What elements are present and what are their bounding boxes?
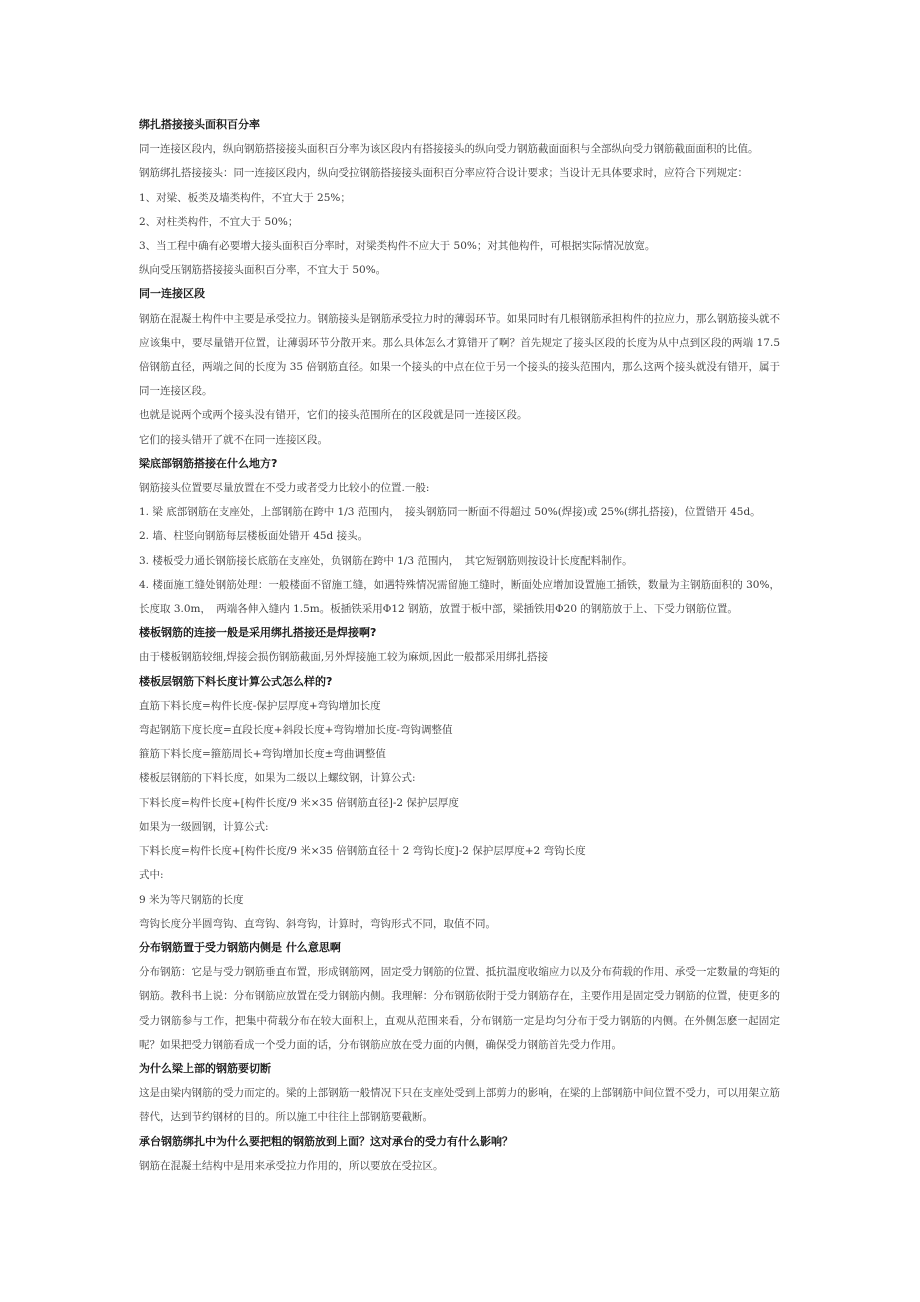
paragraph: 下料长度=构件长度+[构件长度/9 米×35 倍钢筋直径]-2 保护层厚度	[139, 796, 459, 809]
paragraph: 箍筋下料长度=箍筋周长+弯钩增加长度±弯曲调整值	[139, 748, 386, 761]
paragraph: 如果为一级圆钢，计算公式:	[139, 820, 269, 833]
section-heading: 楼板层钢筋下料长度计算公式怎么样的?	[139, 674, 333, 688]
paragraph: 钢筋在混凝土结构中是用来承受拉力作用的，所以要放在受拉区。	[139, 1159, 444, 1172]
paragraph: 钢筋在混凝土构件中主要是承受拉力。钢筋接头是钢筋承受拉力时的薄弱环节。如果同时有几根钢筋承担构件的拉应力，那么钢筋接头就不应该集中，要尽量错开位置，让薄弱环节分散开来。那么具体怎么才算错开了啊？首先规定了接头区段的长度为从中点到区段的两端 17.5 倍钢筋直径，两端之间的长度为 35 倍钢筋直径。如果一个接头的中点在位于另一个接头的接头范围内，那么这两个接头就没有错开，属于同一连接区段。	[139, 312, 780, 398]
paragraph: 1、对梁、板类及墙类构件，不宜大于 25%；	[139, 191, 351, 204]
paragraph: 它们的接头错开了就不在同一连接区段。	[139, 433, 328, 446]
paragraph: 弯起钢筋下度长度=直段长度+斜段长度+弯钩增加长度-弯钩调整值	[139, 724, 453, 737]
paragraph: 这是由梁内钢筋的受力而定的。梁的上部钢筋一般情况下只在支座处受到上部剪力的影响，在梁的上部钢筋中间位置不受力，可以用架立筋替代，达到节约钢材的目的。所以施工中往往上部钢筋要截断。	[139, 1087, 780, 1124]
paragraph: 2. 墙、柱竖向钢筋每层楼板面处错开 45d 接头。	[139, 530, 369, 543]
section-heading: 同一连接区段	[139, 287, 205, 301]
paragraph: 钢筋接头位置要尽量放置在不受力或者受力比较小的位置.一般:	[139, 482, 430, 495]
paragraph: 9 米为等尺钢筋的长度	[139, 893, 244, 906]
paragraph: 分布钢筋：它是与受力钢筋垂直布置，形成钢筋网，固定受力钢筋的位置、抵抗温度收缩应力以及分布荷载的作用、承受一定数量的弯矩的钢筋。教科书上说：分布钢筋应放置在受力钢筋内侧。我理解：分布钢筋依附于受力钢筋存在，主要作用是固定受力钢筋的位置，使更多的受力钢筋参与工作，把集中荷载分布在较大面积上，直观从范围来看，分布钢筋一定是均匀分布于受力钢筋的内侧。在外侧怎麽一起固定呢？如果把受力钢筋看成一个受力面的话，分布钢筋应放在受力面的内侧，确保受力钢筋首先受力作用。	[139, 966, 780, 1051]
section-heading: 绑扎搭接接头面积百分率	[139, 118, 260, 131]
paragraph: 同一连接区段内，纵向钢筋搭接接头面积百分率为该区段内有搭接接头的纵向受力钢筋截面面积与全部纵向受力钢筋截面面积的比值。	[139, 143, 759, 156]
paragraph: 钢筋绑扎搭接接头：同一连接区段内，纵向受拉钢筋搭接接头面积百分率应符合设计要求；当设计无具体要求时，应符合下列规定：	[139, 167, 748, 180]
paragraph: 式中:	[139, 869, 164, 882]
paragraph: 3. 楼板受力通长钢筋接长底筋在支座处，负钢筋在跨中 1/3 范围内， 其它短钢筋则按设计长度配料制作。	[139, 554, 633, 567]
section-heading: 楼板钢筋的连接一般是采用绑扎搭接还是焊接啊?	[139, 626, 377, 640]
paragraph: 1. 梁 底部钢筋在支座处，上部钢筋在跨中 1/3 范围内， 接头钢筋同一断面不得超过 50%(焊接)或 25%(绑扎搭接)，位置错开 45d。	[139, 506, 761, 519]
section-heading: 为什么梁上部的钢筋要切断	[139, 1061, 271, 1075]
paragraph: 楼板层钢筋的下料长度，如果为二级以上螺纹钢，计算公式:	[139, 772, 416, 785]
paragraph: 下料长度=构件长度+[构件长度/9 米×35 倍钢筋直径十 2 弯钩长度]-2 保护层厚度+2 弯钩长度	[139, 845, 586, 858]
paragraph: 也就是说两个或两个接头没有错开，它们的接头范围所在的区段就是同一连接区段。	[139, 409, 528, 422]
paragraph: 2、对柱类构件，不宜大于 50%；	[139, 215, 299, 228]
paragraph: 4. 楼面施工缝处钢筋处理：一般楼面不留施工缝，如遇特殊情况需留施工缝时，断面处应增加设置施工插铁，数量为主钢筋面积的 30%，长度取 3.0m， 两端各伸入缝内 1.5m。板插铁采用Φ12 钢筋，放置于板中部，梁插铁用Φ20 的钢筋放于上、下受力钢筋位置。	[139, 578, 780, 616]
section-heading: 承台钢筋绑扎中为什么要把粗的钢筋放到上面？这对承台的受力有什么影响？	[139, 1134, 513, 1148]
paragraph: 直筋下料长度=构件长度-保护层厚度+弯钩增加长度	[139, 699, 381, 712]
paragraph: 由于楼板钢筋较细,焊接会损伤钢筋截面,另外焊接施工较为麻烦,因此一般都采用绑扎搭接	[139, 651, 549, 664]
paragraph: 纵向受压钢筋搭接接头面积百分率，不宜大于 50%。	[139, 264, 387, 277]
section-heading: 分布钢筋置于受力钢筋内侧是 什么意思啊	[139, 940, 341, 954]
document-body	[139, 113, 780, 1178]
paragraph: 弯钩长度分半圆弯钩、直弯钩、斜弯钩，计算时，弯钩形式不同，取值不同。	[139, 917, 496, 930]
paragraph: 3、当工程中确有必要增大接头面积百分率时，对梁类构件不应大于 50%；对其他构件，可根据实际情况放宽。	[139, 240, 656, 253]
section-heading: 梁底部钢筋搭接在什么地方?	[139, 456, 278, 470]
